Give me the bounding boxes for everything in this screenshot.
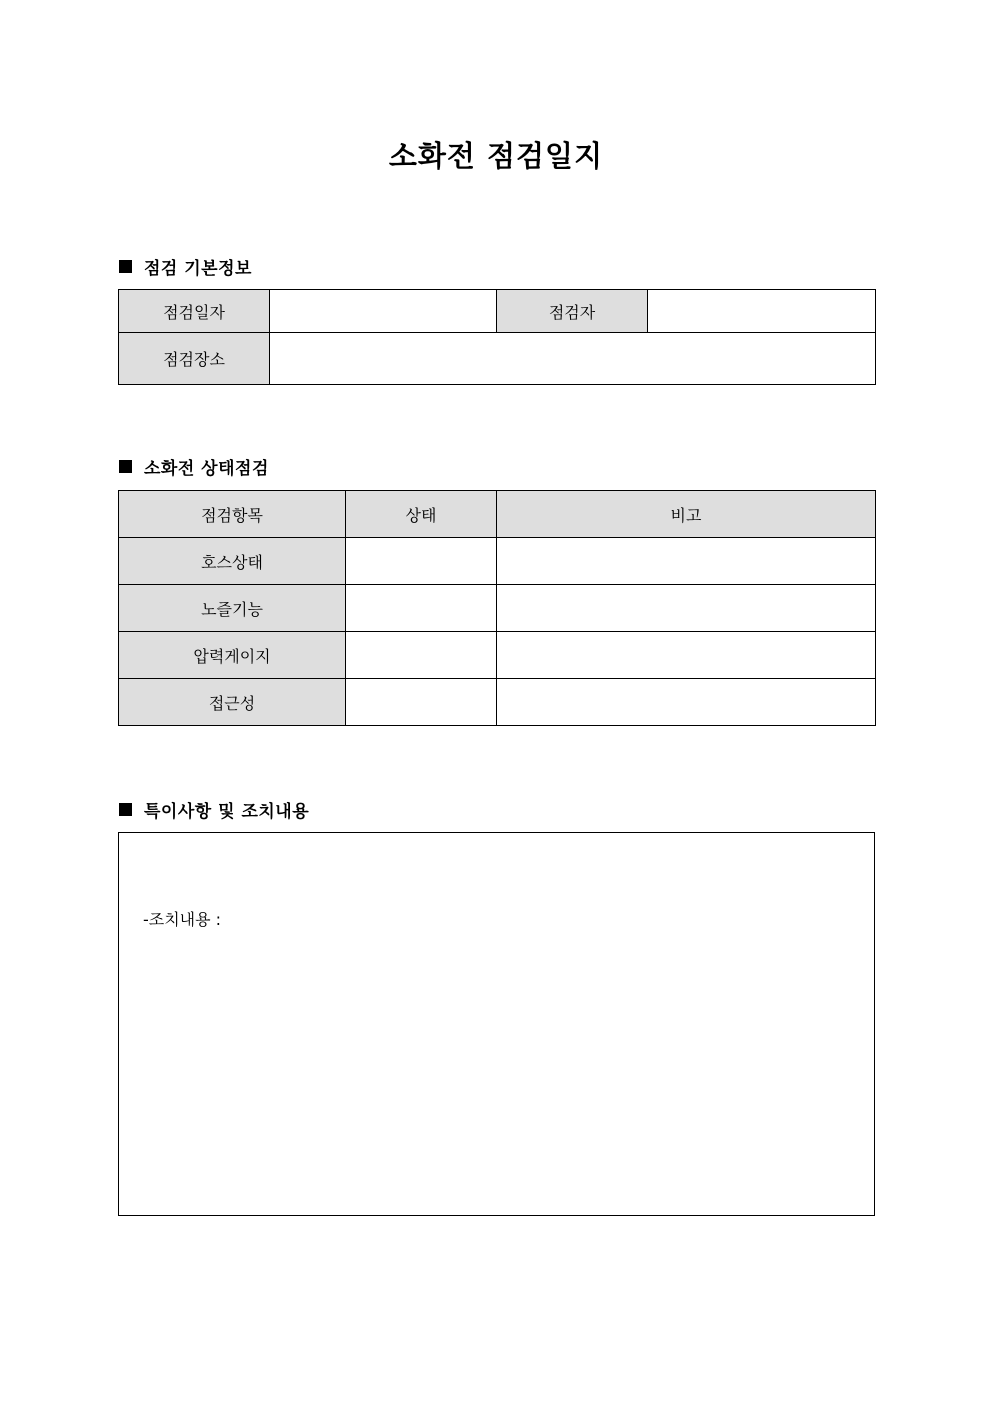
row-item-label: 호스상태 xyxy=(119,538,346,585)
square-bullet-icon xyxy=(119,260,132,273)
status-field[interactable] xyxy=(346,679,497,726)
row-item-label: 압력게이지 xyxy=(119,632,346,679)
note-field[interactable] xyxy=(497,538,876,585)
section-heading-basic-info xyxy=(119,254,252,279)
table-row xyxy=(119,538,876,585)
square-bullet-icon xyxy=(119,460,132,473)
inspector-field[interactable] xyxy=(648,290,876,333)
date-field[interactable] xyxy=(270,290,497,333)
section-heading-status-check xyxy=(119,454,269,479)
location-field[interactable] xyxy=(270,333,876,385)
section-heading-remarks xyxy=(119,797,309,822)
status-field[interactable] xyxy=(346,632,497,679)
basic-info-table xyxy=(118,289,876,385)
note-field[interactable] xyxy=(497,679,876,726)
table-header-row xyxy=(119,491,876,538)
date-label: 점검일자 xyxy=(119,290,270,333)
status-check-table xyxy=(118,490,876,726)
row-item-label: 노즐기능 xyxy=(119,585,346,632)
status-field[interactable] xyxy=(346,585,497,632)
remarks-box[interactable] xyxy=(118,832,875,1216)
section-heading-label: 특이사항 및 조치내용 xyxy=(144,802,310,822)
location-label: 점검장소 xyxy=(119,333,270,385)
column-header-note: 비고 xyxy=(497,491,876,538)
action-label: -조치내용 : xyxy=(143,910,222,929)
status-field[interactable] xyxy=(346,538,497,585)
column-header-item: 점검항목 xyxy=(119,491,346,538)
note-field[interactable] xyxy=(497,585,876,632)
square-bullet-icon xyxy=(119,803,132,816)
section-heading-label: 소화전 상태점검 xyxy=(144,459,269,479)
page-title: 소화전 점검일지 xyxy=(388,139,604,173)
row-item-label: 접근성 xyxy=(119,679,346,726)
column-header-status: 상태 xyxy=(346,491,497,538)
table-row xyxy=(119,632,876,679)
table-row xyxy=(119,585,876,632)
inspector-label: 점검자 xyxy=(497,290,648,333)
table-row xyxy=(119,679,876,726)
note-field[interactable] xyxy=(497,632,876,679)
section-heading-label: 점검 기본정보 xyxy=(144,259,252,279)
